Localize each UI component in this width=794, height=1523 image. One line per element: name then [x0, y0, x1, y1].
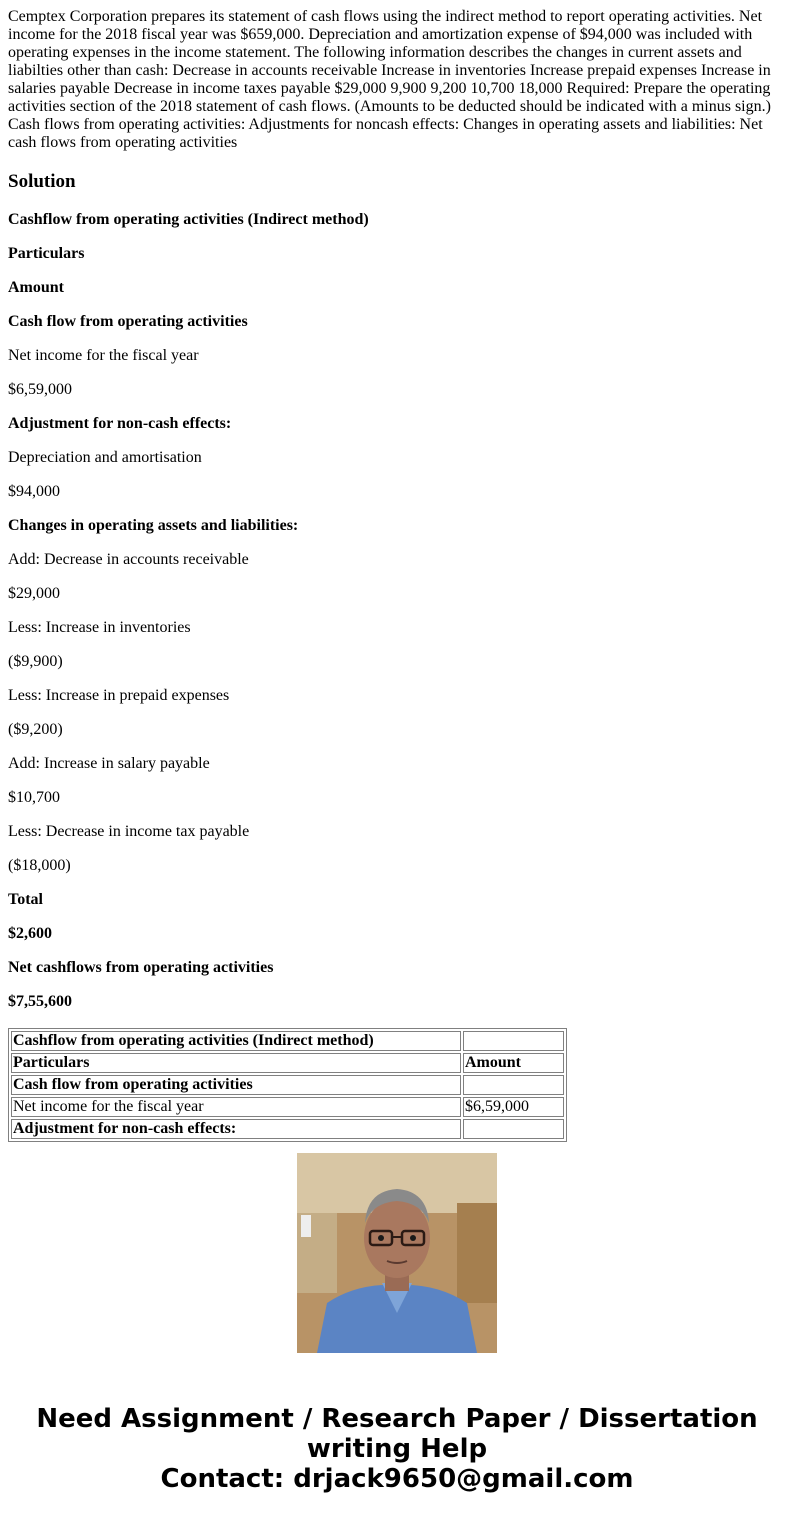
- solution-entry: $94,000: [8, 483, 60, 500]
- table-cell-amount: [463, 1119, 564, 1139]
- question-text: Cemptex Corporation prepares its statement of cash flows using the indirect method to report operating activities. Net income for the 2018 fiscal year was $659,000. Depreciation and amortization expense of $94,000 was included with operating expenses in the income statement. The following information describes the changes in current assets and liabilties other than cash: Decrease in accounts receivable Increase in inventories Increase prepaid expenses Increase in salaries payable Decrease in income taxes payable $29,000 9,900 9,200 10,700 18,000 Required: Prepare the operating activities section of the 2018 statement of cash flows. (Amounts to be deducted should be indicated with a minus sign.) Cash flows from operating activities: Adjustments for noncash effects: Changes in operating assets and liabilities: Net cash flows from operating activities: [8, 8, 771, 151]
- promo-contact: Contact: drjack9650@gmail.com: [160, 1464, 634, 1494]
- solution-entries: [8, 210, 774, 1012]
- table-cell-amount: [463, 1075, 564, 1095]
- solution-entry: Less: Increase in inventories: [8, 619, 191, 636]
- solution-entry: Add: Decrease in accounts receivable: [8, 551, 249, 568]
- solution-heading: Solution: [8, 171, 76, 192]
- table-row: [11, 1097, 564, 1117]
- table-row: [11, 1053, 564, 1073]
- solution-entry: Cashflow from operating activities (Indirect method): [8, 211, 369, 228]
- table-row: [11, 1119, 564, 1139]
- solution-entry: $7,55,600: [8, 993, 72, 1010]
- solution-entry: Amount: [8, 279, 65, 296]
- solution-entry: ($18,000): [8, 857, 71, 874]
- solution-entry: Total: [8, 891, 43, 908]
- table-cell-label: Cashflow from operating activities (Indirect method): [11, 1031, 461, 1051]
- solution-entry: Cash flow from operating activities: [8, 313, 248, 330]
- document-content: [8, 8, 774, 1137]
- solution-entry: ($9,200): [8, 721, 63, 738]
- solution-table: [8, 1028, 567, 1142]
- solution-entry: Particulars: [8, 245, 85, 262]
- solution-entry: $29,000: [8, 585, 60, 602]
- solution-entry: $2,600: [8, 925, 52, 942]
- promo-line-2: writing Help: [306, 1434, 488, 1464]
- solution-entry: Adjustment for non-cash effects:: [8, 415, 232, 432]
- table-cell-label: Particulars: [11, 1053, 461, 1073]
- table-cell-amount: [463, 1031, 564, 1051]
- table-row: [11, 1075, 564, 1095]
- solution-entry: Add: Increase in salary payable: [8, 755, 210, 772]
- table-cell-amount: $6,59,000: [463, 1097, 564, 1117]
- table-cell-label: Cash flow from operating activities: [11, 1075, 461, 1095]
- person-portrait-image: [297, 1153, 497, 1353]
- solution-entry: Depreciation and amortisation: [8, 449, 202, 466]
- solution-entry: Less: Decrease in income tax payable: [8, 823, 250, 840]
- promo-banner: [0, 1404, 794, 1494]
- solution-entry: Less: Increase in prepaid expenses: [8, 687, 230, 704]
- solution-entry: Net cashflows from operating activities: [8, 959, 274, 976]
- table-row: [11, 1031, 564, 1051]
- solution-entry: $10,700: [8, 789, 60, 806]
- solution-entry: Net income for the fiscal year: [8, 347, 199, 364]
- solution-entry: ($9,900): [8, 653, 63, 670]
- table-cell-amount: Amount: [463, 1053, 564, 1073]
- table-cell-label: Adjustment for non-cash effects:: [11, 1119, 461, 1139]
- table-cell-label: Net income for the fiscal year: [11, 1097, 461, 1117]
- author-photo: [297, 1153, 497, 1353]
- solution-entry: Changes in operating assets and liabilities:: [8, 517, 299, 534]
- solution-entry: $6,59,000: [8, 381, 72, 398]
- promo-line-1: Need Assignment / Research Paper / Dissertation: [36, 1404, 758, 1434]
